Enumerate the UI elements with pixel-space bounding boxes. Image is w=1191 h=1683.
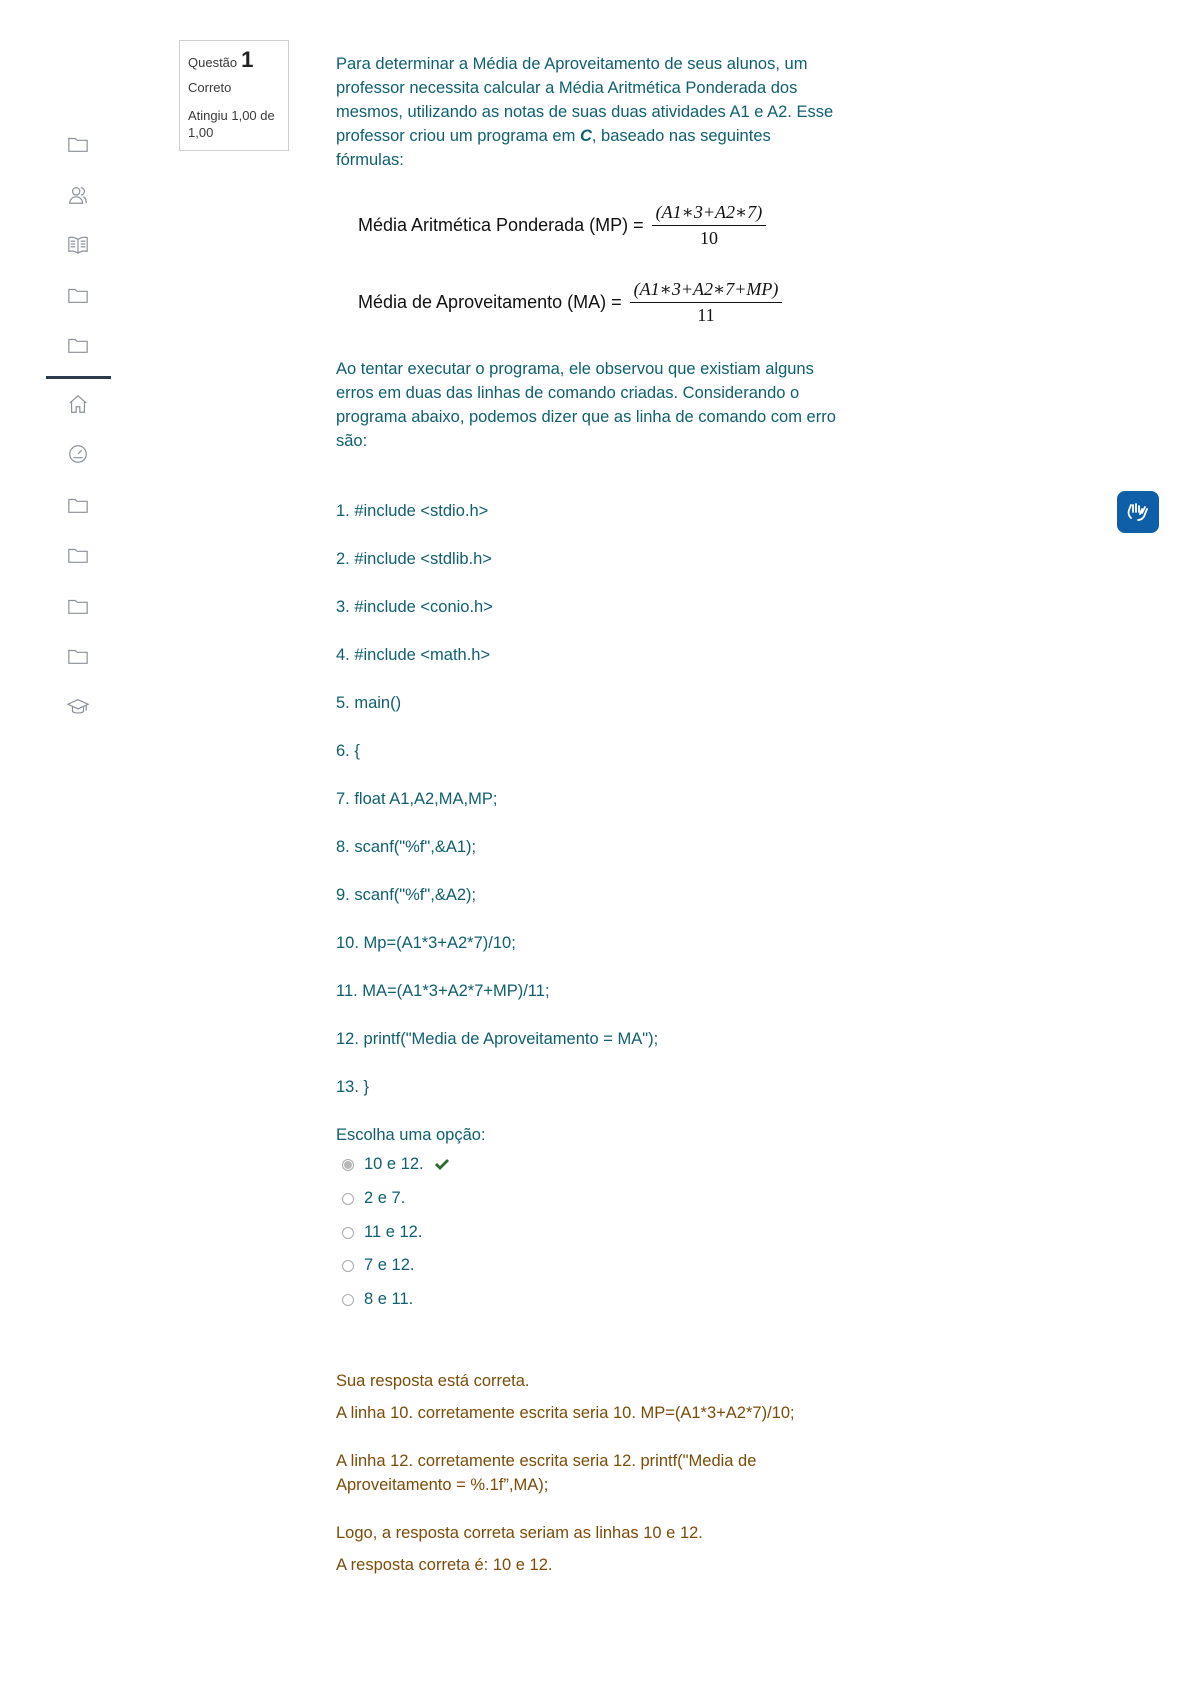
folder-icon[interactable]: [66, 594, 90, 618]
option-label: 11 e 12.: [364, 1223, 423, 1241]
formula-ma-denominator: 11: [697, 305, 715, 325]
hands-icon: [1124, 498, 1152, 526]
feedback-conclusion: Logo, a resposta correta seriam as linhas 10 e 12.: [336, 1524, 703, 1542]
question-label: Questão: [188, 55, 238, 70]
code-line: 4. #include <math.h>: [336, 646, 491, 664]
radio-button[interactable]: [342, 1227, 354, 1239]
folder-icon[interactable]: [66, 493, 90, 517]
sign-language-button[interactable]: [1117, 491, 1159, 533]
code-line: 2. #include <stdlib.h>: [336, 550, 492, 568]
formula-ma-label: Média de Aproveitamento (MA) =: [358, 292, 622, 312]
dashboard-icon[interactable]: [66, 442, 90, 466]
code-line: 5. main(): [336, 694, 402, 712]
formula-mp-numerator: (A1∗3+A2∗7): [652, 202, 767, 226]
book-icon[interactable]: [66, 232, 90, 256]
option-4[interactable]: [342, 1256, 414, 1275]
question-info-box: [179, 40, 289, 151]
code-line: 7. float A1,A2,MA,MP;: [336, 790, 498, 808]
options-prompt: Escolha uma opção:: [336, 1126, 486, 1144]
folder-icon[interactable]: [66, 333, 90, 357]
option-label: 2 e 7.: [364, 1189, 406, 1207]
question-body: Ao tentar executar o programa, ele observou que existiam alguns erros em duas das linhas de comando criadas. Considerando o programa abaixo, podemos dizer que as linha de comando com erro são:: [336, 360, 836, 450]
option-2[interactable]: [342, 1189, 405, 1208]
option-label: 7 e 12.: [364, 1256, 415, 1274]
feedback-correct-answer: A resposta correta é: 10 e 12.: [336, 1556, 553, 1574]
users-icon[interactable]: [66, 183, 90, 207]
check-icon: [434, 1158, 450, 1172]
formula-mp-denominator: 10: [699, 228, 718, 248]
question-number: 1: [241, 47, 254, 72]
feedback-line-10: A linha 10. corretamente escrita seria 10. MP=(A1*3+A2*7)/10;: [336, 1404, 795, 1422]
code-line: 10. Mp=(A1*3+A2*7)/10;: [336, 934, 516, 952]
code-line: 11. MA=(A1*3+A2*7+MP)/11;: [336, 982, 550, 1000]
language-name: C: [579, 127, 592, 145]
nav-active-indicator: [46, 376, 111, 379]
folder-icon[interactable]: [66, 543, 90, 567]
formula-ma-numerator: (A1∗3+A2∗7+MP): [630, 279, 783, 303]
code-line: 13. }: [336, 1078, 370, 1096]
option-5[interactable]: [342, 1290, 413, 1309]
home-icon[interactable]: [66, 392, 90, 416]
question-intro: Para determinar a Média de Aproveitamento de seus alunos, um professor necessita calcular a Média Aritmética Ponderada dos mesmos, utilizando as notas de suas duas atividades A1 e A2. Esse professor criou um programa em C, baseado nas seguintes fórmulas:: [336, 55, 834, 169]
question-grade: Atingiu 1,00 de 1,00: [188, 108, 275, 140]
formula-ma: [358, 279, 782, 326]
option-label: 8 e 11.: [364, 1290, 414, 1308]
radio-button[interactable]: [342, 1294, 354, 1306]
graduation-cap-icon[interactable]: [66, 695, 90, 719]
radio-button[interactable]: [342, 1193, 354, 1205]
option-1[interactable]: [342, 1155, 450, 1174]
code-line: 6. {: [336, 742, 360, 760]
formula-mp: [358, 202, 766, 249]
code-line: 9. scanf("%f",&A2);: [336, 886, 477, 904]
code-line: 12. printf("Media de Aproveitamento = MA");: [336, 1030, 659, 1048]
radio-button[interactable]: [342, 1159, 354, 1171]
formula-mp-label: Média Aritmética Ponderada (MP) =: [358, 215, 644, 235]
code-line: 3. #include <conio.h>: [336, 598, 493, 616]
code-line: 8. scanf("%f",&A1);: [336, 838, 477, 856]
feedback-status: Sua resposta está correta.: [336, 1372, 530, 1390]
question-state: Correto: [188, 80, 232, 95]
radio-button[interactable]: [342, 1260, 354, 1272]
option-label: 10 e 12.: [364, 1155, 424, 1173]
option-3[interactable]: [342, 1223, 422, 1242]
folder-icon[interactable]: [66, 132, 90, 156]
folder-icon[interactable]: [66, 283, 90, 307]
folder-icon[interactable]: [66, 644, 90, 668]
feedback-line-12: A linha 12. corretamente escrita seria 12. printf("Media de Aproveitamento = %.1f”,MA);: [336, 1452, 757, 1494]
code-line: 1. #include <stdio.h>: [336, 502, 489, 520]
